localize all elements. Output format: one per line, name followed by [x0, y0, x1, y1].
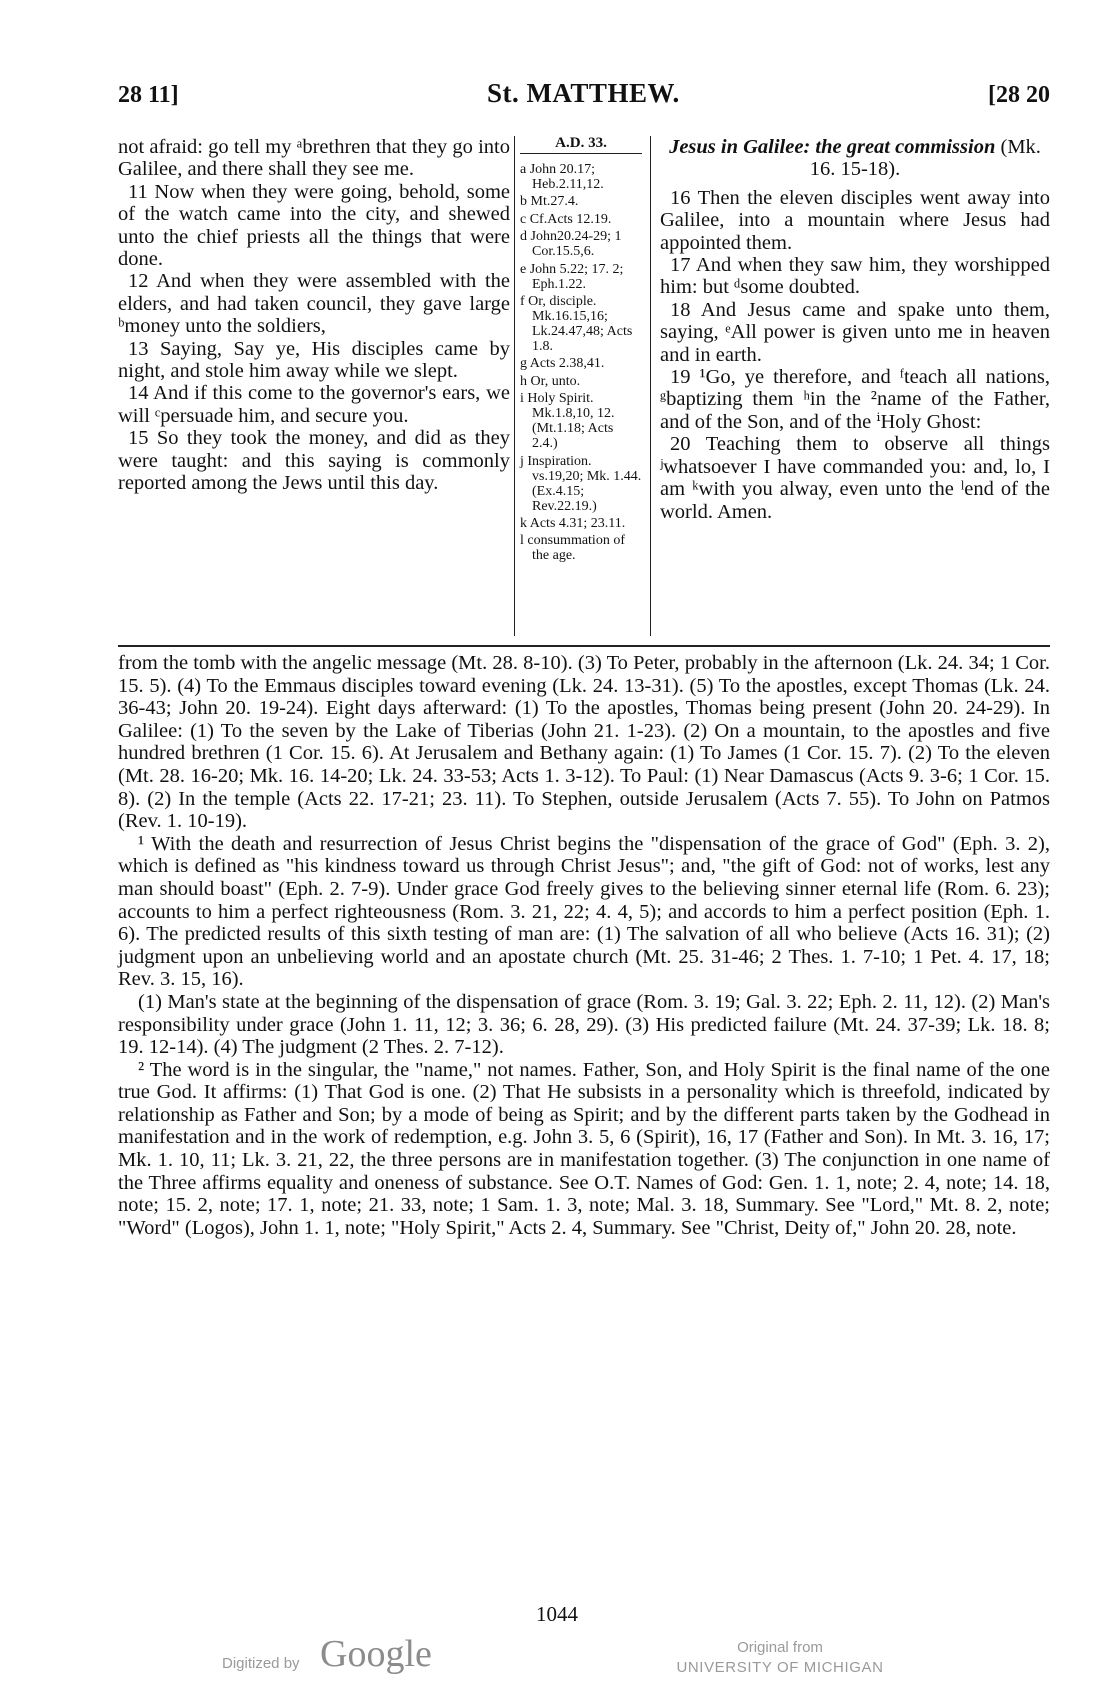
footnotes — [118, 652, 1050, 1239]
section-heading — [660, 136, 1050, 181]
verse-17: 17 And when they saw him, they worshipped him: but ᵈsome doubted. — [660, 254, 1050, 299]
verse-14: 14 And if this come to the governor's ears, we will ᶜpersuade him, and secure you. — [118, 382, 510, 427]
margin-ref-j: j Inspiration. vs.19,20; Mk. 1.44.(Ex.4.15; Rev.22.19.) — [520, 453, 642, 514]
margin-ref-i: i Holy Spirit. Mk.1.8,10, 12. (Mt.1.18; Acts 2.4.) — [520, 391, 615, 452]
footnote-divider — [118, 645, 1050, 647]
verse-13: 13 Saying, Say ye, His disciples came by night, and stole him away while we slept. — [118, 337, 510, 383]
right-text-column — [660, 136, 1050, 523]
column-divider-left — [514, 136, 515, 636]
margin-references — [520, 136, 642, 566]
date-heading: A.D. 33. — [520, 136, 642, 154]
margin-ref-d: d John20.24-29; 1 Cor.15.5,6. — [520, 229, 622, 260]
header-book-title: St. MATTHEW. — [486, 78, 680, 108]
running-header — [118, 78, 1050, 112]
footnote-1-points: (1) Man's state at the beginning of the dispensation of grace (Rom. 3. 19; Gal. 3. 22; Eph. 2. 11, 12). (2) Man's responsibility under grace (John 1. 11, 12; 3. 36; 6. 28, 29). (3) His predicted failure (Mt. 24. 37-39; Lk. 18. 8; 19. 12-14). (4) The judgment (2 Thes. 2. 7-12). — [118, 990, 1050, 1059]
google-logo: Google — [320, 1633, 432, 1675]
margin-ref-b: b Mt.27.4. — [520, 194, 579, 210]
header-left-ref: 28 11] — [118, 82, 179, 108]
footnote-continuation: from the tomb with the angelic message (Mt. 28. 8-10). (3) To Peter, probably in the afternoon (Lk. 24. 34; 1 Cor. 15. 5). (4) To the Emmaus disciples toward evening (Lk. 24. 13-31). (5) To the apostles, except Thomas (Lk. 24. 36-43; John 20. 19-24). Eight days afterward: (1) To the apostles, Thomas being present (John 20. 24-29). In Galilee: (1) To the seven by the Lake of Tiberias (John 21. 1-23). (2) On a mountain, to the apostles and five hundred brethren (1 Cor. 15. 6). At Jerusalem and Bethany again: (1) To James (1 Cor. 15. 7). (2) To the eleven (Mt. 28. 16-20; Mk. 16. 14-20; Lk. 24. 33-53; Acts 1. 3-12). To Paul: (1) Near Damascus (Acts 9. 3-6; 1 Cor. 15. 8). (2) In the temple (Acts 22. 17-21; 23. 11). To Stephen, outside Jerusalem (Acts 7. 55). To John on Patmos (Rev. 1. 10-19). — [118, 652, 1050, 833]
margin-ref-l: l consummation of the age. — [520, 533, 625, 564]
margin-ref-c: c Cf.Acts 12.19. — [520, 211, 612, 227]
margin-ref-h: h Or, unto. — [520, 373, 581, 389]
verse-18: 18 And Jesus came and spake unto them, saying, ᵉAll power is given unto me in heaven and in earth. — [660, 298, 1050, 366]
column-divider-right — [650, 136, 651, 636]
left-text-column — [118, 136, 510, 495]
footnote-1: ¹ With the death and resurrection of Jesus Christ begins the "dispensation of the grace of God" (Eph. 3. 2), which is defined as "his kindness toward us through Christ Jesus"; and, "the gift of God: not of works, lest any man should boast" (Eph. 2. 7-9). Under grace God freely gives to the believing sinner eternal life (Rom. 6. 23); accounts to him a perfect righteousness (Rom. 3. 21, 22; 4. 4, 5); and accords to him a perfect position (Eph. 1. 6). The predicted results of this sixth testing of man are: (1) The salvation of all who believe (Acts 16. 31); (2) judgment upon an unbelieving world and an apostate church (Mt. 25. 31-46; 2 Thes. 1. 7-10; 1 Pet. 4. 17, 18; Rev. 3. 15, 16). — [118, 832, 1050, 991]
section-heading-ref: (Mk. 16. 15-18). — [809, 136, 1041, 181]
verse-16: 16 Then the eleven disciples went away into Galilee, into a mountain where Jesus had appointed them. — [660, 186, 1050, 254]
margin-ref-k: k Acts 4.31; 23.11. — [520, 515, 626, 531]
footnote-2: ² The word is in the singular, the "name," not names. Father, Son, and Holy Spirit is the final name of the one true God. It affirms: (1) That God is one. (2) That He subsists in a personality which is threefold, indicated by relationship as Father and Son; by a mode of being as Spirit; and by the different parts taken by the Godhead in manifestation and in the work of redemption, e.g. John 3. 5, 6 (Spirit), 16, 17 (Father and Son). In Mt. 3. 16, 17; Mk. 1. 10, 11; Lk. 3. 21, 22, the three persons are in manifestation together. (3) The conjunction in one name of the Three affirms equality and oneness of substance. See O.T. Names of God: Gen. 1. 1, note; 2. 4, note; 14. 18, note; 15. 2, note; 17. 1, note; 21. 33, note; 1 Sam. 1. 3, note; Mal. 3. 18, Summary. See "Lord," Mt. 8. 2, note; "Word" (Logos), John 1. 1, note; "Holy Spirit," Acts 2. 4, Summary. See "Christ, Deity of," John 20. 28, note. — [118, 1058, 1050, 1239]
margin-ref-a: a John 20.17; Heb.2.11,12. — [520, 162, 604, 192]
verse-11: 11 Now when they were going, behold, some of the watch came into the city, and shewed unto the chief priests all the things that were done. — [118, 180, 510, 271]
header-right-ref: [28 20 — [988, 82, 1050, 108]
verse-19: 19 ¹Go, ye therefore, and ᶠteach all nations, ᵍbaptizing them ʰin the ²name of the Father, and of the Son, and of the ⁱHoly Ghost: — [660, 366, 1050, 433]
university-label: UNIVERSITY OF MICHIGAN — [676, 1659, 884, 1676]
verse-12: 12 And when they were assembled with the elders, and had taken council, they gave large ᵇmoney unto the soldiers, — [118, 270, 510, 338]
margin-ref-e: e John 5.22; 17. 2; Eph.1.22. — [520, 261, 624, 292]
verse-20: 20 Teaching them to observe all things ʲwhatsoever I have commanded you: and, lo, I am ᵏwith you alway, even unto the ˡend of the world. Amen. — [660, 433, 1050, 523]
margin-ref-f: f Or, disciple. Mk.16.15,16; Lk.24.47,48; Acts 1.8. — [520, 293, 633, 354]
digitized-by-label: Digitized by — [222, 1655, 300, 1672]
page-number: 1044 — [536, 1602, 578, 1626]
source-watermark — [670, 1638, 890, 1678]
verse-text: not afraid: go tell my ᵃbrethren that they go into Galilee, and there shall they see me. — [118, 136, 510, 181]
margin-ref-g: g Acts 2.38,41. — [520, 356, 605, 372]
scripture-block — [118, 136, 1050, 638]
verse-15: 15 So they took the money, and did as they were taught: and this saying is commonly reported among the Jews until this day. — [118, 427, 510, 495]
section-heading-text: Jesus in Galilee: the great commission — [669, 136, 996, 158]
original-from-label: Original from — [737, 1639, 823, 1656]
